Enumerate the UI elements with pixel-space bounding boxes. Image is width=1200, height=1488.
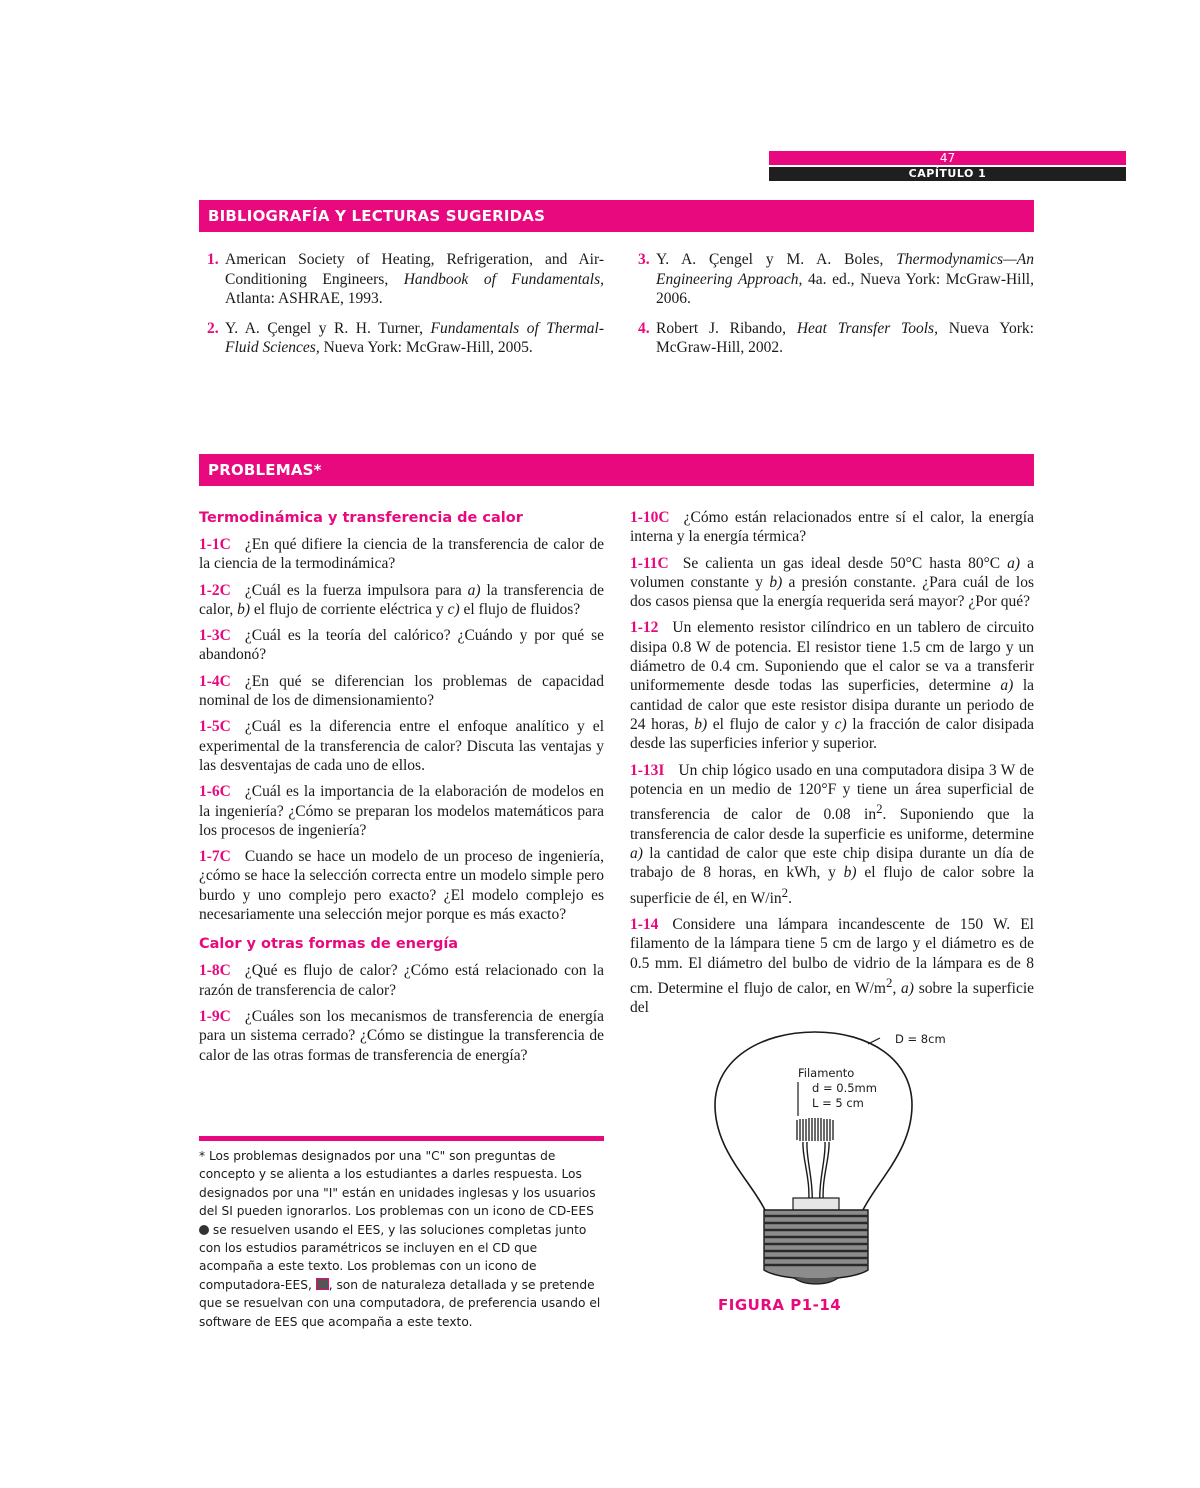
problem-1-4C: 1-4C ¿En qué se diferencian los problemas de capacidad nominal de los de dimensionamiento?	[199, 672, 604, 710]
footnote-rule	[199, 1136, 604, 1141]
problem-1-1C: 1-1C ¿En qué difiere la ciencia de la transferencia de calor de la ciencia de la termodinámica?	[199, 536, 604, 573]
cd-ees-icon	[199, 1225, 209, 1235]
bibliography-left-column	[199, 250, 604, 368]
page-number: 47	[769, 151, 1126, 165]
bib-item-4: 4. Robert J. Ribando, Heat Transfer Tools, Nueva York: McGraw-Hill, 2002.	[638, 319, 1034, 356]
figure-caption: FIGURA P1-14	[718, 1296, 842, 1314]
bib-item-3: 3. Y. A. Çengel y M. A. Boles, Thermodynamics—An Engineering Approach, 4a. ed., Nueva York: McGraw-Hill, 2006.	[638, 251, 1034, 307]
problem-1-14: 1-14 Considere una lámpara incandescente de 150 W. El filamento de la lámpara tiene 5 cm de largo y el diámetro es de 0.5 mm. El diámetro del bulbo de vidrio de la lámpara es de 8 cm. Determine el flujo de calor, en $W/m^2$, a) sobre la superficie del	[630, 915, 1035, 1017]
footnote: * Los problemas designados por una "C" son preguntas de concepto y se alienta a los estudiantes a darles respuesta. Los designados por una "I" están en unidades inglesas y los usuarios del SI pueden ignorarlos. Los problemas con un icono de CD-EES se resuelven usando el EES, y las soluciones completas junto con los estudios paramétricos se incluyen en el CD que acompaña a este texto. Los problemas con un icono de computadora-EES, , son de naturaleza detallada y se pretende que se resuelvan con una computadora, de preferencia usando el software de EES que acompaña a este texto.	[199, 1149, 601, 1329]
problem-1-2C: 1-2C ¿Cuál es la fuerza impulsora para a) la transferencia de calor, b) el flujo de corriente eléctrica y c) el flujo de fluidos?	[199, 581, 604, 618]
problem-1-7C: 1-7C Cuando se hace un modelo de un proceso de ingeniería, ¿cómo se hace la selección correcta entre un modelo simple pero burdo y uno complejo pero exacto? ¿El modelo complejo es necesariamente una selección mejor porque es más exacto?	[199, 848, 604, 924]
problem-1-5C: 1-5C ¿Cuál es la diferencia entre el enfoque analítico y el experimental de la transferencia de calor? Discuta las ventajas y las desventajas de cada uno de ellos.	[199, 718, 604, 774]
problem-1-3C: 1-3C ¿Cuál es la teoría del calórico? ¿Cuándo y por qué se abandonó?	[199, 627, 604, 664]
computer-ees-icon	[316, 1278, 329, 1290]
filament-length-label: L = 5 cm	[812, 1096, 864, 1110]
section-heading-1: Termodinámica y transferencia de calor	[199, 510, 523, 526]
problem-1-13I: 1-13I Un chip lógico usado en una computadora disipa 3 W de potencia en un medio de 120°F y tiene un área superficial de transferencia de calor de 0.08 $in^2$. Suponiendo que la transferencia de calor desde la superficie es uniforme, determine a) la cantidad de calor que este chip disipa durante un día de trabajo de 8 horas, en kWh, y b) el flujo de calor sobre la superficie de él, en $W/in^2$.	[630, 761, 1035, 907]
problems-banner: PROBLEMAS*	[199, 454, 1034, 486]
problem-1-8C: 1-8C ¿Qué es flujo de calor? ¿Cómo está relacionado con la razón de transferencia de calor?	[199, 962, 604, 999]
chapter-label: CAPÍTULO 1	[769, 167, 1126, 181]
bib-item-1: 1. American Society of Heating, Refrigeration, and Air-Conditioning Engineers, Handbook of Fundamentals, Atlanta: ASHRAE, 1993.	[207, 251, 604, 307]
diameter-label: D = 8cm	[895, 1032, 946, 1046]
bibliography-banner: BIBLIOGRAFÍA Y LECTURAS SUGERIDAS	[199, 200, 1034, 232]
light-bulb-icon	[690, 1020, 980, 1300]
problem-1-12: 1-12 Un elemento resistor cilíndrico en un tablero de circuito disipa 0.8 W de potencia. El resistor tiene 1.5 cm de largo y un diámetro de 0.4 cm. Suponiendo que el calor se va a transferir uniformemente desde todas las superficies, determine a) la cantidad de calor que este resistor disipa durante un periodo de 24 horas, b) el flujo de calor y c) la fracción de calor disipada desde las superficies inferior y superior.	[630, 619, 1035, 753]
bib-item-2: 2. Y. A. Çengel y R. H. Turner, Fundamentals of Thermal-Fluid Sciences, Nueva York: McGraw-Hill, 2005.	[207, 319, 605, 356]
problem-1-6C: 1-6C ¿Cuál es la importancia de la elaboración de modelos en la ingeniería? ¿Cómo se preparan los modelos matemáticos para los procesos de ingeniería?	[199, 783, 604, 839]
problem-1-11C: 1-11C Se calienta un gas ideal desde 50°C hasta 80°C a) a volumen constante y b) a presión constante. ¿Para cuál de los dos casos piensa que la energía requerida será mayor? ¿Por qué?	[630, 554, 1034, 611]
problem-1-10C: 1-10C ¿Cómo están relacionados entre sí el calor, la energía interna y la energía térmica?	[630, 509, 1034, 546]
problem-1-9C: 1-9C ¿Cuáles son los mecanismos de transferencia de energía para un sistema cerrado? ¿Cómo se distingue la transferencia de calor de las otras formas de transferencia de energía?	[199, 1007, 604, 1064]
problems-left-column	[199, 508, 604, 1072]
page-header	[769, 151, 1126, 181]
filament-label: Filamento	[798, 1066, 855, 1080]
light-bulb-figure	[690, 1020, 980, 1300]
problems-right-column	[630, 508, 1034, 1025]
filament-diameter-label: d = 0.5mm	[812, 1081, 877, 1095]
bibliography-right-column	[630, 250, 1034, 368]
section-heading-2: Calor y otras formas de energía	[199, 936, 459, 953]
